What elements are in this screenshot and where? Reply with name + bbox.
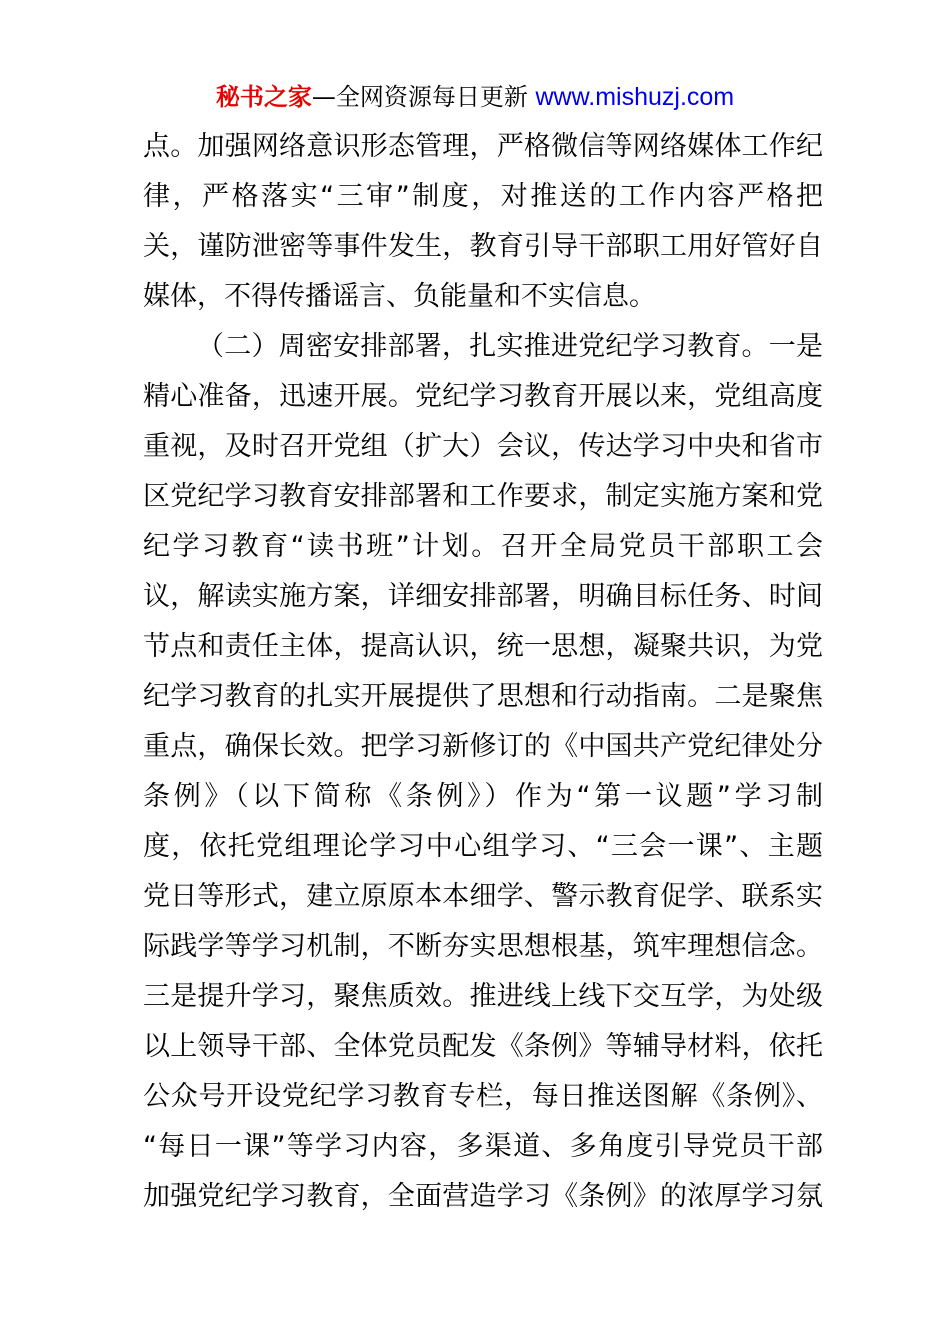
text-line: 公众号开设党纪学习教育专栏，每日推送图解《条例》、	[143, 1081, 823, 1112]
text-line: 党日等形式，建立原原本本细学、警示教育促学、联系实	[143, 881, 823, 912]
site-link[interactable]: www.mishuzj.com	[535, 83, 735, 111]
text-line: 三是提升学习，聚焦质效。推进线上线下交互学，为处级	[143, 981, 823, 1012]
text-line: 纪学习教育“读书班”计划。召开全局党员干部职工会	[143, 531, 823, 562]
text-line: “每日一课”等学习内容，多渠道、多角度引导党员干部	[143, 1131, 823, 1162]
brand-name: 秘书之家	[215, 83, 312, 111]
text-line: （二）周密安排部署，扎实推进党纪学习教育。一是	[197, 331, 823, 362]
text-line: 际践学等学习机制，不断夯实思想根基，筑牢理想信念。	[143, 931, 823, 962]
text-line: 条例》（以下简称《条例》）作为“第一议题”学习制	[143, 781, 823, 812]
text-line: 重视，及时召开党组（扩大）会议，传达学习中央和省市	[143, 431, 823, 462]
text-line: 区党纪学习教育安排部署和工作要求，制定实施方案和党	[143, 481, 823, 512]
text-line: 重点，确保长效。把学习新修订的《中国共产党纪律处分	[143, 731, 823, 762]
text-line: 议，解读实施方案，详细安排部署，明确目标任务、时间	[143, 581, 823, 612]
header-tagline: —全网资源每日更新	[311, 83, 536, 111]
text-line: 关，谨防泄密等事件发生，教育引导干部职工用好管好自	[143, 231, 823, 262]
text-line: 点。加强网络意识形态管理，严格微信等网络媒体工作纪	[143, 131, 823, 162]
text-line: 律，严格落实“三审”制度，对推送的工作内容严格把	[143, 181, 823, 212]
text-line: 节点和责任主体，提高认识，统一思想，凝聚共识，为党	[143, 631, 823, 662]
text-line: 纪学习教育的扎实开展提供了思想和行动指南。二是聚焦	[143, 681, 823, 712]
text-line: 以上领导干部、全体党员配发《条例》等辅导材料，依托	[143, 1031, 823, 1062]
document-body	[143, 122, 823, 1222]
page-header	[0, 80, 950, 114]
text-line: 加强党纪学习教育，全面营造学习《条例》的浓厚学习氛	[143, 1181, 823, 1212]
text-line: 精心准备，迅速开展。党纪学习教育开展以来，党组高度	[143, 381, 823, 412]
text-line: 度，依托党组理论学习中心组学习、“三会一课”、主题	[143, 831, 823, 862]
text-line: 媒体，不得传播谣言、负能量和不实信息。	[143, 281, 656, 312]
